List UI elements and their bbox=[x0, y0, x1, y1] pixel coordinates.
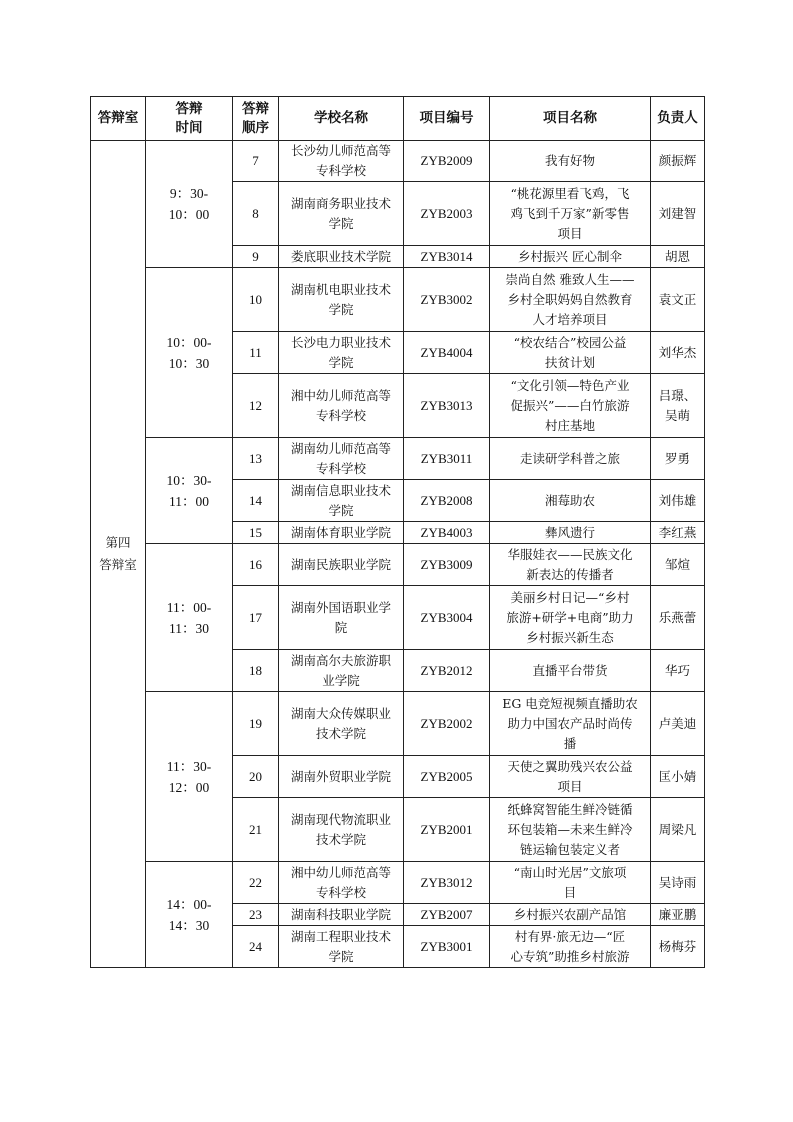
code-cell: ZYB3012 bbox=[404, 862, 490, 904]
code-cell: ZYB3004 bbox=[404, 586, 490, 650]
leader-cell: 颜振辉 bbox=[651, 141, 705, 182]
order-cell: 13 bbox=[233, 438, 279, 480]
code-cell: ZYB2003 bbox=[404, 182, 490, 246]
project-cell: 彝风遗行 bbox=[490, 522, 651, 544]
leader-cell: 李红燕 bbox=[651, 522, 705, 544]
time-slot-cell: 11：30- 12：00 bbox=[146, 692, 233, 862]
school-cell: 娄底职业技术学院 bbox=[279, 246, 404, 268]
defense-schedule-table bbox=[90, 96, 705, 968]
header-code: 项目编号 bbox=[404, 97, 490, 141]
code-cell: ZYB2001 bbox=[404, 798, 490, 862]
leader-cell: 卢美迪 bbox=[651, 692, 705, 756]
school-cell: 湖南外国语职业学 院 bbox=[279, 586, 404, 650]
leader-cell: 袁文正 bbox=[651, 268, 705, 332]
table-row bbox=[91, 862, 705, 904]
code-cell: ZYB3013 bbox=[404, 374, 490, 438]
order-cell: 21 bbox=[233, 798, 279, 862]
order-cell: 22 bbox=[233, 862, 279, 904]
header-leader: 负责人 bbox=[651, 97, 705, 141]
order-cell: 15 bbox=[233, 522, 279, 544]
code-cell: ZYB3011 bbox=[404, 438, 490, 480]
project-cell: 纸蜂窝智能生鲜冷链循 环包装箱—未来生鲜冷 链运输包装定义者 bbox=[490, 798, 651, 862]
leader-cell: 刘建智 bbox=[651, 182, 705, 246]
school-cell: 湘中幼儿师范高等 专科学校 bbox=[279, 862, 404, 904]
order-cell: 17 bbox=[233, 586, 279, 650]
order-cell: 11 bbox=[233, 332, 279, 374]
leader-cell: 胡恩 bbox=[651, 246, 705, 268]
leader-cell: 吕璟、 吴萌 bbox=[651, 374, 705, 438]
project-cell: 乡村振兴 匠心制伞 bbox=[490, 246, 651, 268]
school-cell: 湖南高尔夫旅游职 业学院 bbox=[279, 650, 404, 692]
order-cell: 12 bbox=[233, 374, 279, 438]
project-cell: “文化引领—特色产业 促振兴”——白竹旅游 村庄基地 bbox=[490, 374, 651, 438]
code-cell: ZYB2009 bbox=[404, 141, 490, 182]
project-cell: 乡村振兴农副产品馆 bbox=[490, 904, 651, 926]
school-cell: 湖南工程职业技术 学院 bbox=[279, 926, 404, 968]
school-cell: 长沙电力职业技术 学院 bbox=[279, 332, 404, 374]
header-time: 答辩 时间 bbox=[146, 97, 233, 141]
project-cell: 我有好物 bbox=[490, 141, 651, 182]
order-cell: 20 bbox=[233, 756, 279, 798]
code-cell: ZYB2012 bbox=[404, 650, 490, 692]
order-cell: 14 bbox=[233, 480, 279, 522]
project-cell: 天使之翼助残兴农公益 项目 bbox=[490, 756, 651, 798]
table-row bbox=[91, 544, 705, 586]
order-cell: 10 bbox=[233, 268, 279, 332]
time-slot-cell: 11：00- 11：30 bbox=[146, 544, 233, 692]
school-cell: 湖南幼儿师范高等 专科学校 bbox=[279, 438, 404, 480]
leader-cell: 华巧 bbox=[651, 650, 705, 692]
project-cell: 崇尚自然 雅致人生—— 乡村全职妈妈自然教育 人才培养项目 bbox=[490, 268, 651, 332]
header-row bbox=[91, 97, 705, 141]
order-cell: 8 bbox=[233, 182, 279, 246]
time-slot-cell: 9：30- 10：00 bbox=[146, 141, 233, 268]
header-school: 学校名称 bbox=[279, 97, 404, 141]
code-cell: ZYB3009 bbox=[404, 544, 490, 586]
school-cell: 湖南信息职业技术 学院 bbox=[279, 480, 404, 522]
school-cell: 湖南外贸职业学院 bbox=[279, 756, 404, 798]
project-cell: EG 电竞短视频直播助农 助力中国农产品时尚传 播 bbox=[490, 692, 651, 756]
project-cell: “南山时光居”文旅项 目 bbox=[490, 862, 651, 904]
order-cell: 16 bbox=[233, 544, 279, 586]
room-cell: 第四 答辩室 bbox=[91, 141, 146, 968]
code-cell: ZYB2002 bbox=[404, 692, 490, 756]
project-cell: 美丽乡村日记—“乡村 旅游+研学+电商”助力 乡村振兴新生态 bbox=[490, 586, 651, 650]
table-row bbox=[91, 268, 705, 332]
leader-cell: 吴诗雨 bbox=[651, 862, 705, 904]
project-cell: 湘莓助农 bbox=[490, 480, 651, 522]
table-row bbox=[91, 141, 705, 182]
time-slot-cell: 10：30- 11：00 bbox=[146, 438, 233, 544]
leader-cell: 刘华杰 bbox=[651, 332, 705, 374]
leader-cell: 罗勇 bbox=[651, 438, 705, 480]
order-cell: 23 bbox=[233, 904, 279, 926]
code-cell: ZYB2007 bbox=[404, 904, 490, 926]
leader-cell: 匡小婧 bbox=[651, 756, 705, 798]
leader-cell: 刘伟雄 bbox=[651, 480, 705, 522]
school-cell: 湖南机电职业技术 学院 bbox=[279, 268, 404, 332]
leader-cell: 乐燕蕾 bbox=[651, 586, 705, 650]
leader-cell: 邹煊 bbox=[651, 544, 705, 586]
code-cell: ZYB3002 bbox=[404, 268, 490, 332]
header-order: 答辩 顺序 bbox=[233, 97, 279, 141]
code-cell: ZYB2005 bbox=[404, 756, 490, 798]
code-cell: ZYB3001 bbox=[404, 926, 490, 968]
project-cell: 华服娃衣——民族文化 新表达的传播者 bbox=[490, 544, 651, 586]
school-cell: 湖南民族职业学院 bbox=[279, 544, 404, 586]
school-cell: 湖南体育职业学院 bbox=[279, 522, 404, 544]
order-cell: 18 bbox=[233, 650, 279, 692]
time-slot-cell: 14：00- 14：30 bbox=[146, 862, 233, 968]
project-cell: “校农结合”校园公益 扶贫计划 bbox=[490, 332, 651, 374]
school-cell: 湖南商务职业技术 学院 bbox=[279, 182, 404, 246]
order-cell: 7 bbox=[233, 141, 279, 182]
leader-cell: 廉亚鹏 bbox=[651, 904, 705, 926]
code-cell: ZYB3014 bbox=[404, 246, 490, 268]
header-room: 答辩室 bbox=[91, 97, 146, 141]
header-project: 项目名称 bbox=[490, 97, 651, 141]
leader-cell: 周梁凡 bbox=[651, 798, 705, 862]
time-slot-cell: 10：00- 10：30 bbox=[146, 268, 233, 438]
table-row bbox=[91, 438, 705, 480]
table-row bbox=[91, 692, 705, 756]
school-cell: 长沙幼儿师范高等 专科学校 bbox=[279, 141, 404, 182]
order-cell: 19 bbox=[233, 692, 279, 756]
school-cell: 湖南科技职业学院 bbox=[279, 904, 404, 926]
school-cell: 湘中幼儿师范高等 专科学校 bbox=[279, 374, 404, 438]
code-cell: ZYB4003 bbox=[404, 522, 490, 544]
order-cell: 24 bbox=[233, 926, 279, 968]
code-cell: ZYB2008 bbox=[404, 480, 490, 522]
order-cell: 9 bbox=[233, 246, 279, 268]
project-cell: “桃花源里看飞鸡，飞 鸡飞到千万家”新零售 项目 bbox=[490, 182, 651, 246]
project-cell: 走读研学科普之旅 bbox=[490, 438, 651, 480]
project-cell: 直播平台带货 bbox=[490, 650, 651, 692]
school-cell: 湖南大众传媒职业 技术学院 bbox=[279, 692, 404, 756]
project-cell: 村有界·旅无边—“匠 心专筑”助推乡村旅游 bbox=[490, 926, 651, 968]
code-cell: ZYB4004 bbox=[404, 332, 490, 374]
school-cell: 湖南现代物流职业 技术学院 bbox=[279, 798, 404, 862]
leader-cell: 杨梅芬 bbox=[651, 926, 705, 968]
